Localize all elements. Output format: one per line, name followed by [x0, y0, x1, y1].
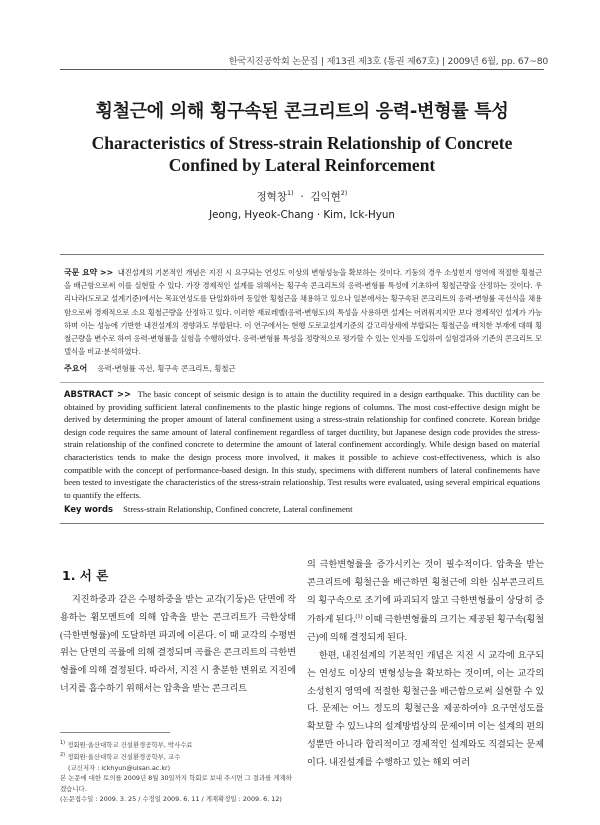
english-keywords	[64, 504, 540, 514]
footnote-2-text: 정회원·울산대학교 건설환경공학부, 교수	[67, 753, 181, 762]
section-heading: 1. 서 론	[62, 568, 109, 583]
reference-mark: (1)	[355, 614, 363, 621]
english-abstract-label: ABSTRACT >>	[64, 389, 132, 399]
running-head: 한국지진공학회 논문집 | 제13권 제3호 (통권 제67호) | 2009년 6월, pp. 67~80	[228, 56, 548, 67]
english-keywords-label: Key words	[64, 504, 113, 514]
body-paragraph: 한편, 내진설계의 기본적인 개념은 지진 시 교각에 요구되는 연성도 이상의 변형성능을 확보하는 것이며, 이는 교각의 소성힌지 영역에 적절한 횡철근을 배근함으로써 실현할 수 있다. 문제는 어느 정도의 횡철근을 제공하여야 요구연성도를 확보할 수 있느냐의 설계방법상의 문제이며 이는 설계의 편의성뿐만 아니라 합리적이고 경제적인 설계와도 직결되는 문제이다. 내진설계를 수행하고 있는 해외 여러	[307, 649, 544, 767]
footnote-2	[60, 750, 296, 762]
abstract-divider	[60, 382, 544, 383]
footnote-rule	[60, 732, 170, 733]
english-keywords-text: Stress-strain Relationship, Confined concrete, Lateral confinement	[123, 504, 353, 514]
abstract-top-rule	[60, 254, 544, 255]
para-text-b: 이때 극한변형률의 크기는 제공된 횡구속(횡철근)에 의해 결정되게 된다.	[307, 614, 544, 643]
body-paragraph: 지진하중과 같은 수평하중을 받는 교각(기둥)은 단면에 작용하는 휨모멘트에 의해 압축을 받는 콘크리트가 극한상태(극한변형률)에 도달하면 파괴에 이른다. 이 때 교각의 수평변위는 단면의 곡률에 의해 결정되며 곡률은 콘크리트의 극한변형률에 의해 결정된다. 따라서, 지진 시 충분한 변위로 지진에너지를 흡수하기 위해서는 압축을 받는 콘크리트	[60, 594, 296, 693]
left-column	[60, 591, 296, 698]
abstract-bottom-rule	[60, 523, 544, 524]
footnote-1	[60, 738, 296, 750]
author-2-mark: 2)	[340, 189, 348, 197]
authors-english: Jeong, Hyeok-Chang · Kim, Ick-Hyun	[209, 209, 395, 221]
footnote-discussion: 본 논문에 대한 토의를 2009년 8월 30일까지 학회로 보내 주시면 그 결과를 게재하겠습니다.	[60, 774, 292, 793]
korean-abstract	[64, 266, 542, 358]
para-text-a: 의 극한변형률을 증가시키는 것이 필수적이다. 압축을 받는 콘크리트에 횡철근을 배근하면 횡철근에 의한 심부콘크리트의 횡구속으로 조기에 파괴되지 않고 극한변형률이 상당히 증가하게 된다.	[307, 559, 544, 625]
right-column	[307, 556, 544, 772]
footnote-dates: (논문접수일 : 2009. 3. 25 / 수정일 2009. 6. 11 / 게재확정일 : 2009. 6. 12)	[60, 795, 282, 804]
korean-keywords-label: 주요어	[64, 364, 88, 373]
footnote-1-mark: 1)	[60, 740, 66, 746]
footnote-contact: (교신저자 : ickhyun@ulsan.ac.kr)	[68, 763, 171, 772]
english-abstract-text: The basic concept of seismic design is to attain the ductility required in a design earthquake. This ductility can be obtained by providing sufficient lateral confinements to the plastic hinge regions of columns. The most cost-effective design might be derived by determining the proper amount of lateral confinement using a stress-strain relationship for confined concrete. Korean bridge design code requires the same amount of lateral confinement regardless of target ductility, but Japanese design code provides the stress-strain relationship of the confined concrete to determine the amount of lateral confinement accordingly. While design based on material characteristics tends to make the design process more involved, it makes it possible to achieve cost-effectiveness, which is also compatible with the concept of performance-based design. In this study, specimens with different numbers of lateral confinements have been tested to investigate the characteristics of the stress-strain relationship. Test results were evaluated, using several empirical equations to quantify the effects.	[64, 389, 540, 500]
english-abstract	[64, 388, 540, 501]
author-1-mark: 1)	[286, 189, 294, 197]
korean-abstract-text: 내진설계의 기본적인 개념은 지진 시 요구되는 연성도 이상의 변형성능을 확보하는 것이다. 기둥의 경우 소성힌지 영역에 적절한 횡철근을 배근함으로써 이를 실현할 수 있다. 가장 경제적인 설계를 위해서는 횡구속 콘크리트의 응력-변형률 특성에 기초하여 횡철근량을 산정하는 것이다. 우리나라(도로교 설계기준)에서는 목표연성도를 단일화하여 동일한 횡철근을 채용하고 있으나 일본에서는 횡구속된 콘크리트의 응력-변형률 곡선식을 채용함으로써 경제적으로 소요 횡철근량을 산정하고 있다. 이러한 재료레벨(응력-변형도)의 특성을 사용하면 설계는 어려워지지만 보다 경제적인 설계가 가능하며 이는 성능에 기반한 내진설계의 경향과도 부합된다. 이 연구에서는 현행 도로교설계기준의 갈고리상세에 부합되는 횡철근을 배치한 부재에 대해 횡철근량을 변수로 하여 응력-변형률을 실험을 수행하였다. 응력-변형률 특성을 정량적으로 평가할 수 있는 인자를 도입하여 실험결과와 기존의 콘크리트 모델식을 비교·분석하였다.	[64, 268, 542, 357]
footnote-2-mark: 2)	[60, 752, 66, 759]
author-2-name: 김익현	[310, 191, 341, 203]
author-1-name: 정혁창	[256, 191, 287, 203]
footnote-1-text: 정회원·울산대학교 건설환경공학부, 박사수료	[67, 741, 193, 749]
english-title: Characteristics of Stress-strain Relationship of Concrete Confined by Lateral Reinforcement	[91, 133, 513, 175]
author-separator: ·	[300, 191, 304, 203]
korean-keywords	[64, 363, 542, 374]
korean-title: 횡철근에 의해 횡구속된 콘크리트의 응력-변형률 특성	[95, 101, 509, 122]
korean-abstract-label: 국문 요약 >>	[64, 268, 113, 277]
authors-korean	[60, 189, 544, 204]
footnotes	[60, 738, 296, 804]
body-paragraph	[307, 556, 544, 647]
korean-keywords-text: 응력-변형률 곡선, 횡구속 콘크리트, 횡철근	[97, 364, 236, 373]
header-rule	[60, 69, 544, 70]
